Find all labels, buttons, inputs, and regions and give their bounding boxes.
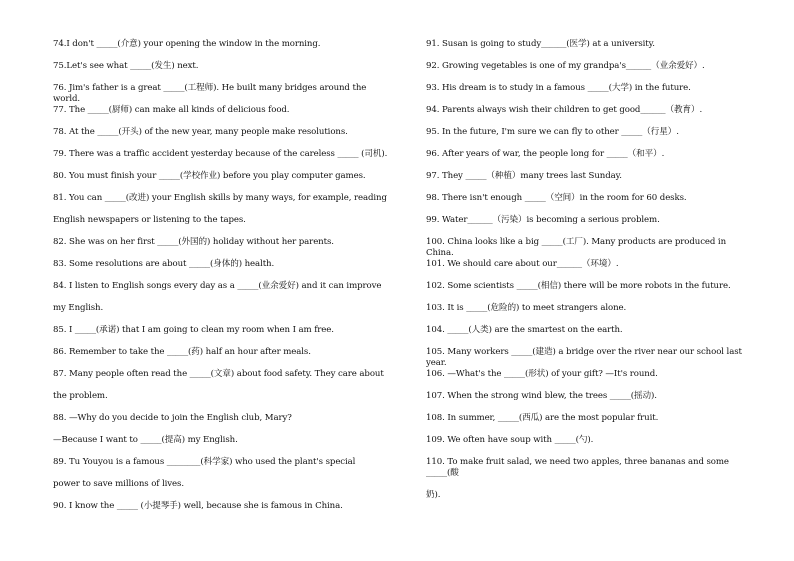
question-text: 87. Many people often read the _____(文章) about food safety. They care about (53, 369, 384, 379)
question-text: 96. After years of war, the people long for _____（和平）. (426, 149, 665, 159)
question-item (426, 171, 622, 182)
question-item (53, 127, 348, 138)
question-text: 85. I _____(承诺) that I am going to clean my room when I am free. (53, 325, 334, 335)
question-item (53, 325, 334, 336)
question-text: 93. His dream is to study in a famous _____(大学) in the future. (426, 83, 691, 93)
question-continuation: —Because I want to _____(提高) my English. (53, 435, 238, 445)
question-item (53, 347, 311, 358)
question-text: 80. You must finish your _____(学校作业) before you play computer games. (53, 171, 366, 181)
question-item (53, 237, 334, 248)
question-item (426, 83, 691, 94)
question-text: 103. It is _____(危险的) to meet strangers alone. (426, 303, 627, 313)
question-text: 99. Water______（污染）is becoming a serious problem. (426, 215, 660, 225)
question-item (426, 105, 702, 116)
question-text: 95. In the future, I'm sure we can fly to other _____（行星）. (426, 127, 679, 137)
question-text: 94. Parents always wish their children to get good______（教育）. (426, 105, 703, 115)
question-item (53, 369, 384, 402)
question-text: 101. We should care about our______（环境）. (426, 259, 619, 269)
question-item (53, 105, 289, 116)
question-text: 81. You can _____(改进) your English skills by many ways, for example, reading (53, 193, 387, 203)
question-text: 108. In summer, _____(西瓜) are the most popular fruit. (426, 413, 659, 423)
question-item (53, 501, 343, 512)
question-item (53, 61, 198, 72)
question-continuation: my English. (53, 303, 104, 313)
question-text: 98. There isn't enough _____（空间）in the room for 60 desks. (426, 193, 687, 203)
question-item (426, 127, 679, 138)
question-continuation: 奶). (426, 490, 441, 500)
question-item (426, 347, 756, 369)
question-text: 106. —What's the _____(形状) of your gift? —It's round. (426, 369, 658, 379)
question-text: 75.Let's see what _____(发生) next. (53, 61, 199, 71)
question-continuation: power to save millions of lives. (53, 479, 184, 489)
question-item (426, 435, 593, 446)
question-text: 110. To make fruit salad, we need two apples, three bananas and some _____(酸 (426, 457, 729, 478)
question-item (426, 303, 626, 314)
question-text: 91. Susan is going to study______(医学) at a university. (426, 39, 655, 49)
question-item (53, 259, 274, 270)
question-text: 97. They _____（种植）many trees last Sunday. (426, 171, 622, 181)
question-item (426, 61, 705, 72)
question-item (426, 193, 687, 204)
question-text: 90. I know the _____ (小提琴手) well, because she is famous in China. (53, 501, 343, 511)
question-item (426, 413, 658, 424)
question-item (426, 281, 731, 292)
question-text: 84. I listen to English songs every day as a _____(业余爱好) and it can improve (53, 281, 382, 291)
question-item (53, 413, 292, 446)
question-item (426, 149, 664, 160)
question-text: 78. At the _____(开头) of the new year, many people make resolutions. (53, 127, 348, 137)
question-item (426, 39, 655, 50)
question-text: 89. Tu Youyou is a famous ________(科学家) who used the plant's special (53, 457, 356, 467)
question-item (53, 149, 387, 160)
question-text: 86. Remember to take the _____(药) half an hour after meals. (53, 347, 311, 357)
question-text: 104. _____(人类) are the smartest on the earth. (426, 325, 623, 335)
question-text: 77. The _____(厨师) can make all kinds of delicious food. (53, 105, 290, 115)
question-text: 109. We often have soup with _____(勺). (426, 435, 594, 445)
question-item (426, 457, 756, 501)
question-item (53, 193, 387, 226)
question-text: 105. Many workers _____(建造) a bridge over the river near our school last year. (426, 347, 742, 368)
question-continuation: English newspapers or listening to the tapes. (53, 215, 246, 225)
question-item (426, 325, 623, 336)
question-item (426, 369, 658, 380)
question-item (426, 391, 657, 402)
question-item (426, 237, 756, 259)
question-text: 82. She was on her first _____(外国的) holiday without her parents. (53, 237, 334, 247)
question-text: 100. China looks like a big _____(工厂). Many products are produced in China. (426, 237, 727, 258)
question-text: 76. Jim's father is a great _____(工程师). He built many bridges around the world. (53, 83, 367, 104)
question-item (426, 259, 619, 270)
question-text: 79. There was a traffic accident yesterday because of the careless _____ (司机). (53, 149, 388, 159)
question-text: 102. Some scientists _____(相信) there will be more robots in the future. (426, 281, 731, 291)
question-continuation: the problem. (53, 391, 108, 401)
question-item (53, 171, 366, 182)
question-text: 92. Growing vegetables is one of my grandpa's______（业余爱好）. (426, 61, 705, 71)
question-text: 88. —Why do you decide to join the English club, Mary? (53, 413, 292, 423)
question-item (53, 281, 381, 314)
question-item (53, 39, 320, 50)
question-item (53, 83, 388, 105)
question-text: 107. When the strong wind blew, the trees _____(摇动). (426, 391, 657, 401)
question-item (426, 215, 660, 226)
question-text: 83. Some resolutions are about _____(身体的) health. (53, 259, 275, 269)
question-text: 74.I don't _____(介意) your opening the window in the morning. (53, 39, 321, 49)
question-item (53, 457, 355, 490)
